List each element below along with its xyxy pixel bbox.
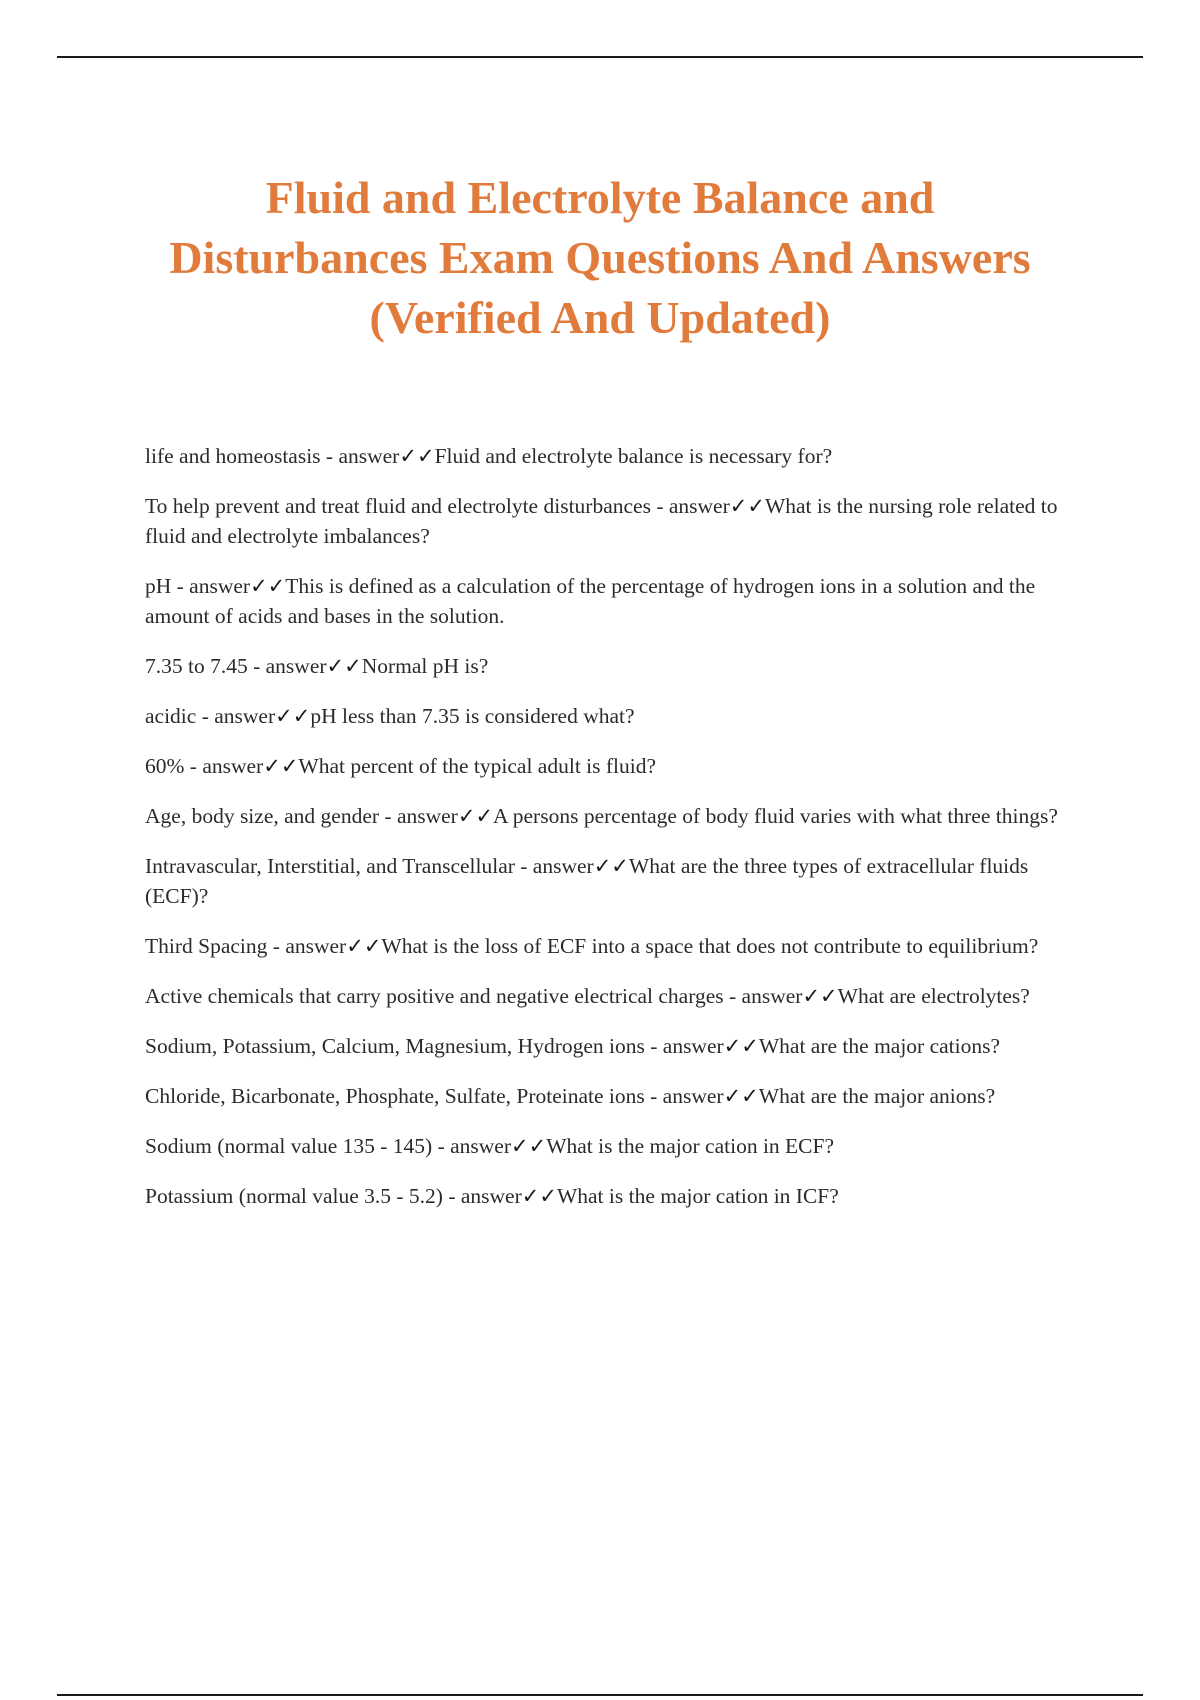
qa-item bbox=[145, 491, 1085, 551]
qa-item bbox=[145, 1181, 1085, 1211]
qa-item bbox=[145, 851, 1085, 911]
document-title bbox=[100, 168, 1100, 348]
qa-item bbox=[145, 441, 1085, 471]
qa-item bbox=[145, 1031, 1085, 1061]
qa-question: Normal pH is? bbox=[361, 654, 489, 678]
title-line-1: Fluid and Electrolyte Balance and bbox=[265, 172, 935, 223]
double-check-icon: ✓✓ bbox=[521, 1184, 557, 1208]
qa-item bbox=[145, 751, 1085, 781]
qa-answer: acidic - answer bbox=[145, 704, 276, 728]
double-check-icon: ✓✓ bbox=[723, 1034, 759, 1058]
qa-question: What are the major cations? bbox=[758, 1034, 1001, 1058]
double-check-icon: ✓✓ bbox=[275, 704, 311, 728]
qa-item bbox=[145, 801, 1085, 831]
double-check-icon: ✓✓ bbox=[802, 984, 838, 1008]
double-check-icon: ✓✓ bbox=[593, 854, 629, 878]
double-check-icon: ✓✓ bbox=[457, 804, 494, 828]
qa-list bbox=[145, 441, 1085, 1231]
qa-item bbox=[145, 1131, 1085, 1161]
qa-answer: Potassium (normal value 3.5 - 5.2) - answer bbox=[145, 1184, 522, 1208]
qa-answer: pH - answer bbox=[145, 574, 251, 598]
qa-question: What is the major cation in ICF? bbox=[556, 1184, 839, 1208]
qa-answer: Active chemicals that carry positive and negative electrical charges - answer bbox=[145, 984, 803, 1008]
double-check-icon: ✓✓ bbox=[326, 654, 362, 678]
qa-question: What are the three types of extracellular fluids (ECF)? bbox=[145, 854, 1029, 908]
double-check-icon: ✓✓ bbox=[263, 754, 299, 778]
qa-answer: life and homeostasis - answer bbox=[145, 444, 400, 468]
qa-item bbox=[145, 701, 1085, 731]
double-check-icon: ✓✓ bbox=[511, 1134, 547, 1158]
qa-item bbox=[145, 981, 1085, 1011]
double-check-icon: ✓✓ bbox=[723, 1084, 759, 1108]
qa-answer: 7.35 to 7.45 - answer bbox=[145, 654, 327, 678]
qa-item bbox=[145, 651, 1085, 681]
qa-answer: Intravascular, Interstitial, and Transcellular - answer bbox=[145, 854, 594, 878]
double-check-icon: ✓✓ bbox=[729, 494, 765, 518]
qa-question: A persons percentage of body fluid varies with what three things? bbox=[493, 804, 1058, 828]
double-check-icon: ✓✓ bbox=[346, 934, 382, 958]
qa-question: pH less than 7.35 is considered what? bbox=[310, 704, 635, 728]
qa-answer: Sodium (normal value 135 - 145) - answer bbox=[145, 1134, 512, 1158]
qa-question: This is defined as a calculation of the percentage of hydrogen ions in a solution and the amount of acids and bases in the solution. bbox=[145, 574, 1036, 628]
qa-item bbox=[145, 1081, 1085, 1111]
qa-answer: Age, body size, and gender - answer bbox=[145, 804, 458, 828]
title-line-3: (Verified And Updated) bbox=[369, 292, 831, 343]
qa-question: What is the loss of ECF into a space that does not contribute to equilibrium? bbox=[381, 934, 1039, 958]
qa-answer: 60% - answer bbox=[145, 754, 264, 778]
qa-question: What percent of the typical adult is fluid? bbox=[298, 754, 657, 778]
footer-rule bbox=[57, 1694, 1143, 1696]
header-rule bbox=[57, 56, 1143, 58]
qa-question: What are the major anions? bbox=[758, 1084, 996, 1108]
qa-answer: Sodium, Potassium, Calcium, Magnesium, Hydrogen ions - answer bbox=[145, 1034, 724, 1058]
qa-answer: Third Spacing - answer bbox=[145, 934, 347, 958]
qa-question: What are electrolytes? bbox=[837, 984, 1030, 1008]
title-line-2: Disturbances Exam Questions And Answers bbox=[169, 232, 1031, 283]
double-check-icon: ✓✓ bbox=[399, 444, 435, 468]
qa-item bbox=[145, 571, 1085, 631]
qa-answer: To help prevent and treat fluid and electrolyte disturbances - answer bbox=[145, 494, 730, 518]
qa-item bbox=[145, 931, 1085, 961]
qa-question: What is the major cation in ECF? bbox=[546, 1134, 835, 1158]
qa-question: Fluid and electrolyte balance is necessary for? bbox=[434, 444, 833, 468]
qa-answer: Chloride, Bicarbonate, Phosphate, Sulfate, Proteinate ions - answer bbox=[145, 1084, 724, 1108]
qa-question: What is the nursing role related to fluid and electrolyte imbalances? bbox=[145, 494, 1058, 548]
double-check-icon: ✓✓ bbox=[250, 574, 286, 598]
